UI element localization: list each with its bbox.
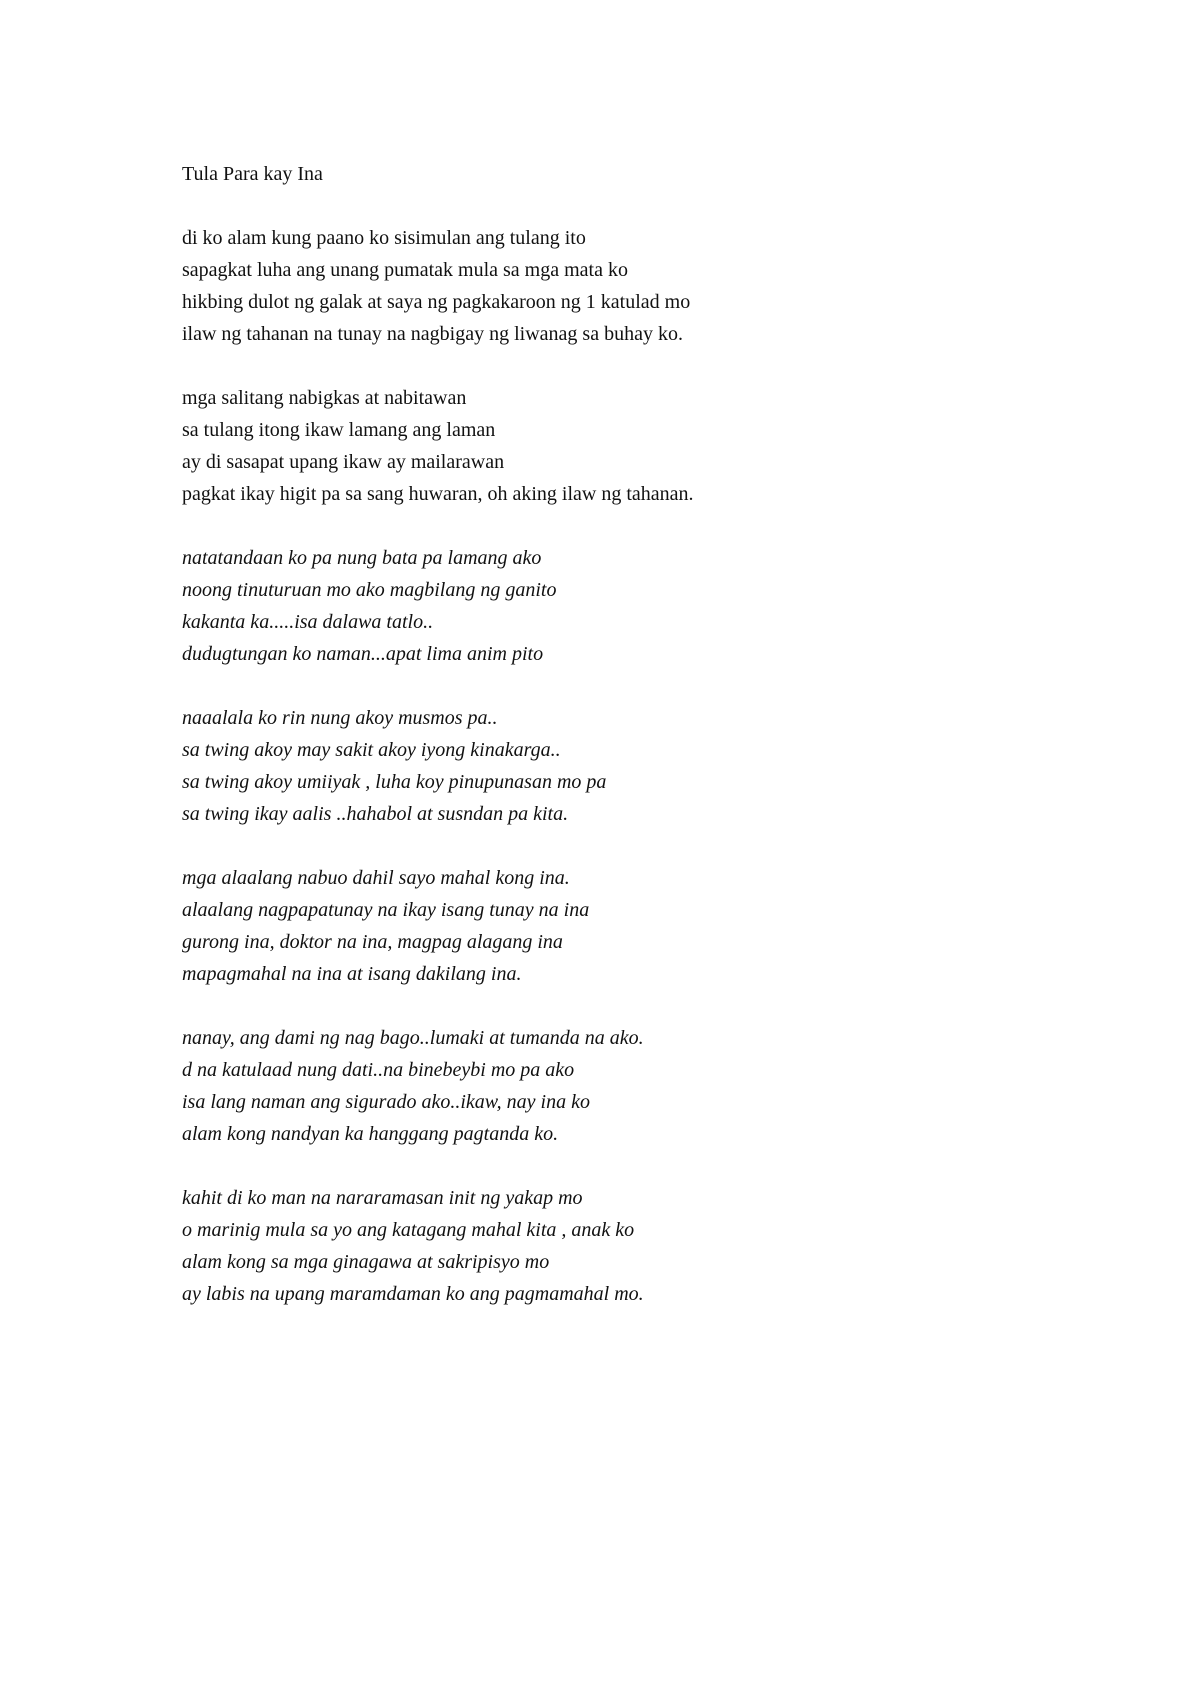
- document-page: [182, 158, 1082, 1342]
- poem-line: sa tulang itong ikaw lamang ang laman: [182, 419, 496, 441]
- poem-line: sa twing akoy may sakit akoy iyong kinakarga..: [182, 739, 561, 761]
- poem-title: Tula Para kay Ina: [182, 163, 323, 185]
- poem-line: natatandaan ko pa nung bata pa lamang ako: [182, 547, 542, 569]
- poem-line: di ko alam kung paano ko sisimulan ang tulang ito: [182, 227, 586, 249]
- poem-line: sa twing ikay aalis ..hahabol at susndan pa kita.: [182, 803, 569, 825]
- poem-line: ilaw ng tahanan na tunay na nagbigay ng liwanag sa buhay ko.: [182, 323, 683, 345]
- poem-line: pagkat ikay higit pa sa sang huwaran, oh aking ilaw ng tahanan.: [182, 483, 694, 505]
- stanza-1: [182, 222, 1082, 350]
- poem-line: sa twing akoy umiiyak , luha koy pinupunasan mo pa: [182, 771, 607, 793]
- stanza-4: [182, 702, 1082, 830]
- poem-line: naaalala ko rin nung akoy musmos pa..: [182, 707, 498, 729]
- poem-line: mapagmahal na ina at isang dakilang ina.: [182, 963, 522, 985]
- stanza-5: [182, 862, 1082, 990]
- poem-line: isa lang naman ang sigurado ako..ikaw, nay ina ko: [182, 1091, 590, 1113]
- stanza-3: [182, 542, 1082, 670]
- poem-line: ay di sasapat upang ikaw ay mailarawan: [182, 451, 505, 473]
- poem-line: sapagkat luha ang unang pumatak mula sa mga mata ko: [182, 259, 628, 281]
- poem-line: mga alaalang nabuo dahil sayo mahal kong ina.: [182, 867, 570, 889]
- poem-line: o marinig mula sa yo ang katagang mahal kita , anak ko: [182, 1219, 635, 1241]
- poem-line: mga salitang nabigkas at nabitawan: [182, 387, 467, 409]
- poem-line: alaalang nagpapatunay na ikay isang tunay na ina: [182, 899, 590, 921]
- poem-line: gurong ina, doktor na ina, magpag alagang ina: [182, 931, 563, 953]
- poem-line: noong tinuturuan mo ako magbilang ng ganito: [182, 579, 557, 601]
- poem-line: hikbing dulot ng galak at saya ng pagkakaroon ng 1 katulad mo: [182, 291, 691, 313]
- stanza-7: [182, 1182, 1082, 1310]
- poem-line: kakanta ka.....isa dalawa tatlo..: [182, 611, 434, 633]
- stanza-6: [182, 1022, 1082, 1150]
- poem-line: ay labis na upang maramdaman ko ang pagmamahal mo.: [182, 1283, 644, 1305]
- poem-line: alam kong sa mga ginagawa at sakripisyo mo: [182, 1251, 550, 1273]
- poem-line: kahit di ko man na nararamasan init ng yakap mo: [182, 1187, 583, 1209]
- poem-line: dudugtungan ko naman...apat lima anim pito: [182, 643, 544, 665]
- poem-line: nanay, ang dami ng nag bago..lumaki at tumanda na ako.: [182, 1027, 644, 1049]
- poem-line: d na katulaad nung dati..na binebeybi mo pa ako: [182, 1059, 575, 1081]
- stanza-2: [182, 382, 1082, 510]
- poem-line: alam kong nandyan ka hanggang pagtanda ko.: [182, 1123, 559, 1145]
